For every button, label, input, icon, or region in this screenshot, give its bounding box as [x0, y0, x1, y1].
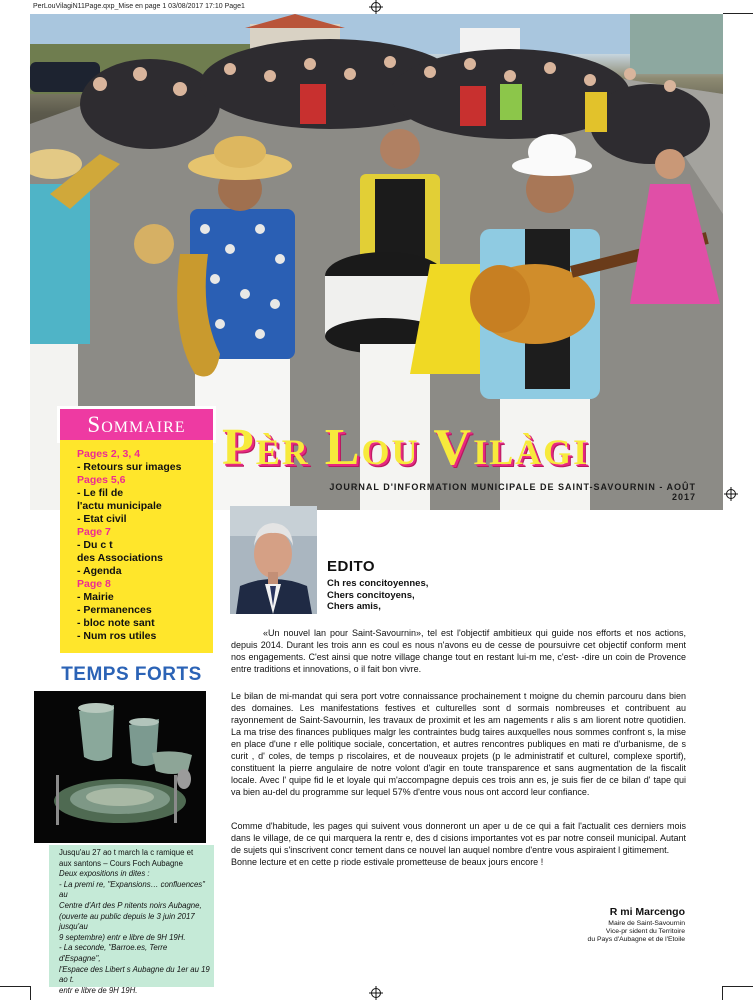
mayor-portrait — [230, 506, 317, 614]
temps-forts-line: aux santons – Cours Foch Aubagne — [59, 858, 183, 868]
edito-paragraph: «Un nouvel lan pour Saint-Savournin», tel est l'objectif ambitieux qui guide nos efforts et nos actions, depuis 2014. Durant les trois ann es coul es nous n'avons eu de cesse de poursuivre cet objectif conform ment nos engagements. C'est ainsi que notre village change tout en restant lui-m me, c'est- -dire un coin de Provence entre traditions et innovations, o il fait bon vivre. — [231, 628, 686, 674]
sommaire-topic: - Mairie — [77, 591, 114, 603]
sommaire-topic: - Du c t — [77, 539, 113, 551]
signature-name: R mi Marcengo — [609, 906, 685, 918]
ceramics-photo — [34, 691, 206, 843]
signature-role-line: Vice-pr sident du Territoire — [605, 928, 685, 935]
crop-mark — [0, 986, 30, 987]
edito-paragraph: Le bilan de mi-mandat qui sera port votre connaissance prochainement t moigne du chemin parcouru dans bien des domaines. Les manifestations festives et culturelles sont d sormais nombreuses et contribuent au rayonnement de Saint-Savournin, les travaux de proximit et les am nagements r alis s am liorent notre quotidien. La ma trise des finances publiques malgr les contraintes budg taires auxquelles nous sommes confront s, la mise en place d'une r elle politique sociale, concertation, et autres rencontres publiques en mati re d'urbanisme, de s curit , d' coles, de temps p riscolaires, et de nouveaux projets (p le administratif et culturel, complexe sportif), constituent la pierre angulaire de notre volont d'agir en toute transparence et sans augmentation de la fiscalit locale. Avec l' quipe fid le et loyale qui m'accompagne depuis ces trois ann es, je suis fier de ce bilan d' tape qui va bien au-del du programme sur lequel 57% d'entre vous nous ont accord leur confiance. — [231, 691, 686, 797]
sommaire-topic: - Le fil de — [77, 487, 124, 499]
sommaire-topic: - Etat civil — [77, 513, 127, 525]
sommaire-heading: Sommaire — [60, 409, 213, 440]
temps-forts-line: l'Espace des Libert s Aubagne du 1er au 19 ao t. — [59, 964, 210, 985]
masthead-title: Pèr Lou Vilàgi — [222, 419, 590, 476]
edito-greeting — [327, 578, 428, 613]
sommaire-topic: - Agenda — [77, 565, 122, 577]
sommaire-topic: - Num ros utiles — [77, 630, 157, 642]
greeting-line: Ch res concitoyennes, — [327, 578, 429, 589]
edito-title: EDITO — [327, 558, 376, 575]
masthead — [222, 418, 722, 488]
temps-forts-line: entr e libre de 9H 19H. — [59, 985, 138, 995]
temps-forts-text — [49, 845, 214, 995]
signature-role-line: du Pays d'Aubagne et de l'Etoile — [587, 936, 685, 943]
greeting-line: Chers concitoyens, — [327, 589, 415, 601]
temps-forts-line: Jusqu'au 27 ao t march la c ramique et — [59, 848, 194, 857]
temps-forts-line: (ouverte au public depuis le 3 juin 2017 jusqu'au — [59, 911, 195, 932]
crop-mark — [30, 986, 31, 1000]
registration-mark-icon — [369, 0, 383, 14]
sommaire-topic: - Retours sur images — [77, 461, 182, 473]
temps-forts-line: Centre d'Art des P nitents noirs Aubagne, — [59, 900, 202, 910]
sommaire-topic: des Associations — [77, 552, 163, 564]
registration-mark-icon — [724, 487, 738, 501]
masthead-subtitle: JOURNAL D'INFORMATION MUNICIPALE DE SAINT-SAVOURNIN - AOÛT 2017 — [329, 482, 696, 502]
registration-mark-icon — [369, 986, 383, 1000]
edito-paragraph: Comme d'habitude, les pages qui suivent vous donneront un aper u de ce qui a fait l'actualit ces derniers mois dans le village, de ce qui marquera la rentr e, des d cisions importantes vot es par notre conseil municipal. Autant de sujets qui s'inscrivent concr tement dans ce nouvel lan auquel nombre d'entre vous aspiraient l gitimement. — [231, 821, 686, 855]
temps-forts-line: - La premi re, "Expansions… confluences" au — [59, 879, 205, 900]
sommaire-page-ref: Page 7 — [77, 526, 111, 538]
crop-mark — [723, 13, 753, 14]
temps-forts-line: - La seconde, "Barroe.es, Terre d'Espagne", — [59, 943, 168, 963]
sommaire-topic: l'actu municipale — [77, 500, 162, 512]
signature-role-line: Maire de Saint-Savournin — [608, 920, 685, 927]
sommaire-page-ref: Pages 2, 3, 4 — [77, 448, 141, 460]
sommaire-topic: - bloc note sant — [77, 617, 155, 629]
edito-paragraph: Bonne lecture et en cette p riode estivale prometteuse de beaux jours encore ! — [231, 857, 544, 867]
greeting-line: Chers amis, — [327, 601, 381, 612]
sommaire-page-ref: Pages 5,6 — [77, 474, 126, 486]
crop-mark — [722, 986, 723, 1000]
crop-mark — [723, 986, 753, 987]
temps-forts-heading: TEMPS FORTS — [61, 664, 202, 685]
temps-forts-line: 9 septembre) entr e libre de 9H 19H. — [59, 932, 186, 942]
print-slug-text: PerLouVilagiN11Page.qxp_Mise en page 1 03/08/2017 17:10 Page1 — [33, 3, 245, 10]
sommaire-topic: - Permanences — [77, 604, 152, 616]
sommaire-page-ref: Page 8 — [77, 578, 111, 590]
signature-role — [520, 920, 685, 944]
sommaire-list — [60, 440, 213, 653]
temps-forts-line: Deux expositions in dites : — [59, 869, 150, 879]
